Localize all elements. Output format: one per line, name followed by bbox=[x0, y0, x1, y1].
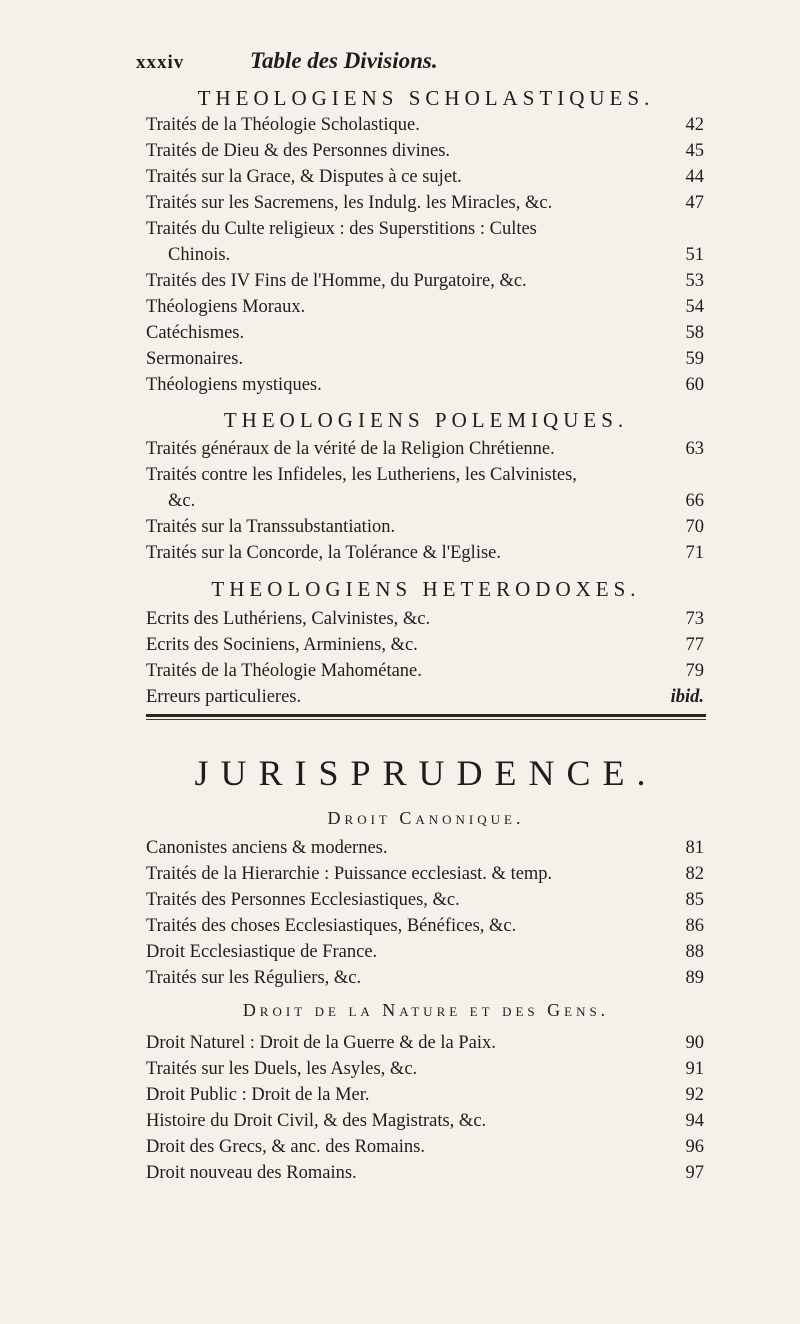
page-number: 88 bbox=[685, 942, 704, 962]
page-number: 53 bbox=[685, 271, 704, 291]
toc-entry: Traités sur la Grace, & Disputes à ce sujet. 44 bbox=[146, 167, 704, 187]
toc-entry: Sermonaires. 59 bbox=[146, 349, 704, 369]
toc-entry: Histoire du Droit Civil, & des Magistrats, &c. 94 bbox=[146, 1111, 704, 1131]
toc-entry: Traités sur les Réguliers, &c. 89 bbox=[146, 968, 704, 988]
page-number: 70 bbox=[685, 517, 704, 537]
toc-entry: Traités des IV Fins de l'Homme, du Purgatoire, &c. 53 bbox=[146, 271, 704, 291]
toc-entry: Droit nouveau des Romains. 97 bbox=[146, 1163, 704, 1183]
toc-entry: &c. 66 bbox=[168, 491, 704, 511]
page-number: 77 bbox=[685, 635, 704, 655]
section-divider-rule-thin bbox=[146, 719, 706, 720]
toc-entry: Droit Public : Droit de la Mer. 92 bbox=[146, 1085, 704, 1105]
page-number: 89 bbox=[685, 968, 704, 988]
jurisprudence-title: JURISPRUDENCE. bbox=[194, 753, 658, 793]
toc-entry: Traités de la Hierarchie : Puissance ecclesiast. & temp. 82 bbox=[146, 864, 704, 884]
toc-entry: Traités sur les Sacremens, les Indulg. les Miracles, &c. 47 bbox=[146, 193, 704, 213]
page-number: 59 bbox=[685, 349, 704, 369]
page-number: 92 bbox=[685, 1085, 704, 1105]
section-title-heterodoxes: THEOLOGIENS HETERODOXES. bbox=[211, 577, 641, 601]
toc-entry: Traités contre les Infideles, les Lutheriens, les Calvinistes, bbox=[146, 465, 577, 485]
subsection-title-droit-canonique: Droit Canonique. bbox=[327, 808, 525, 828]
page-number: 96 bbox=[685, 1137, 704, 1157]
page-number: 94 bbox=[685, 1111, 704, 1131]
page-number: 66 bbox=[685, 491, 704, 511]
toc-entry: Catéchismes. 58 bbox=[146, 323, 704, 343]
page-number: 42 bbox=[685, 115, 704, 135]
toc-entry: Théologiens Moraux. 54 bbox=[146, 297, 704, 317]
page-number: 71 bbox=[685, 543, 704, 563]
page-number: 97 bbox=[685, 1163, 704, 1183]
subsection-title-droit-nature-gens: Droit de la Nature et des Gens. bbox=[242, 1000, 610, 1020]
page-number: ibid. bbox=[670, 687, 704, 707]
toc-entry: Droit Ecclesiastique de France. 88 bbox=[146, 942, 704, 962]
toc-entry: Traités sur les Duels, les Asyles, &c. 91 bbox=[146, 1059, 704, 1079]
page-number: 81 bbox=[685, 838, 704, 858]
page-number: 85 bbox=[685, 890, 704, 910]
toc-entry: Traités de Dieu & des Personnes divines. 45 bbox=[146, 141, 704, 161]
page-number: 82 bbox=[685, 864, 704, 884]
folio-number: xxxiv bbox=[136, 52, 185, 73]
section-title-scholastiques: THEOLOGIENS SCHOLASTIQUES. bbox=[197, 86, 655, 110]
toc-entry: Traités généraux de la vérité de la Religion Chrétienne. 63 bbox=[146, 439, 704, 459]
page-number: 63 bbox=[685, 439, 704, 459]
toc-entry: Traités des choses Ecclesiastiques, Bénéfices, &c. 86 bbox=[146, 916, 704, 936]
page-number: 90 bbox=[685, 1033, 704, 1053]
page-number: 44 bbox=[685, 167, 704, 187]
page-number: 73 bbox=[685, 609, 704, 629]
page-number: 51 bbox=[685, 245, 704, 265]
page-number: 60 bbox=[685, 375, 704, 395]
toc-entry: Traités de la Théologie Scholastique. 42 bbox=[146, 115, 704, 135]
toc-entry: Droit Naturel : Droit de la Guerre & de la Paix. 90 bbox=[146, 1033, 704, 1053]
toc-entry: Ecrits des Luthériens, Calvinistes, &c. 73 bbox=[146, 609, 704, 629]
toc-entry: Traités des Personnes Ecclesiastiques, &c. 85 bbox=[146, 890, 704, 910]
page-number: 58 bbox=[685, 323, 704, 343]
page-number: 91 bbox=[685, 1059, 704, 1079]
toc-entry: Théologiens mystiques. 60 bbox=[146, 375, 704, 395]
page-number: 45 bbox=[685, 141, 704, 161]
toc-entry: Erreurs particulieres. ibid. bbox=[146, 687, 704, 707]
page-number: 54 bbox=[685, 297, 704, 317]
running-title: Table des Divisions. bbox=[250, 48, 438, 73]
page-number: 86 bbox=[685, 916, 704, 936]
toc-entry: Ecrits des Sociniens, Arminiens, &c. 77 bbox=[146, 635, 704, 655]
toc-entry: Chinois. 51 bbox=[168, 245, 704, 265]
section-divider-rule bbox=[146, 714, 706, 717]
toc-entry: Traités de la Théologie Mahométane. 79 bbox=[146, 661, 704, 681]
toc-entry: Canonistes anciens & modernes. 81 bbox=[146, 838, 704, 858]
toc-entry: Traités sur la Transsubstantiation. 70 bbox=[146, 517, 704, 537]
section-title-polemiques: THEOLOGIENS POLEMIQUES. bbox=[223, 408, 629, 432]
toc-entry: Traités sur la Concorde, la Tolérance & l'Eglise. 71 bbox=[146, 543, 704, 563]
page-header bbox=[136, 48, 696, 80]
toc-entry: Traités du Culte religieux : des Superstitions : Cultes bbox=[146, 219, 537, 239]
toc-entry: Droit des Grecs, & anc. des Romains. 96 bbox=[146, 1137, 704, 1157]
page-number: 79 bbox=[685, 661, 704, 681]
page-number: 47 bbox=[685, 193, 704, 213]
